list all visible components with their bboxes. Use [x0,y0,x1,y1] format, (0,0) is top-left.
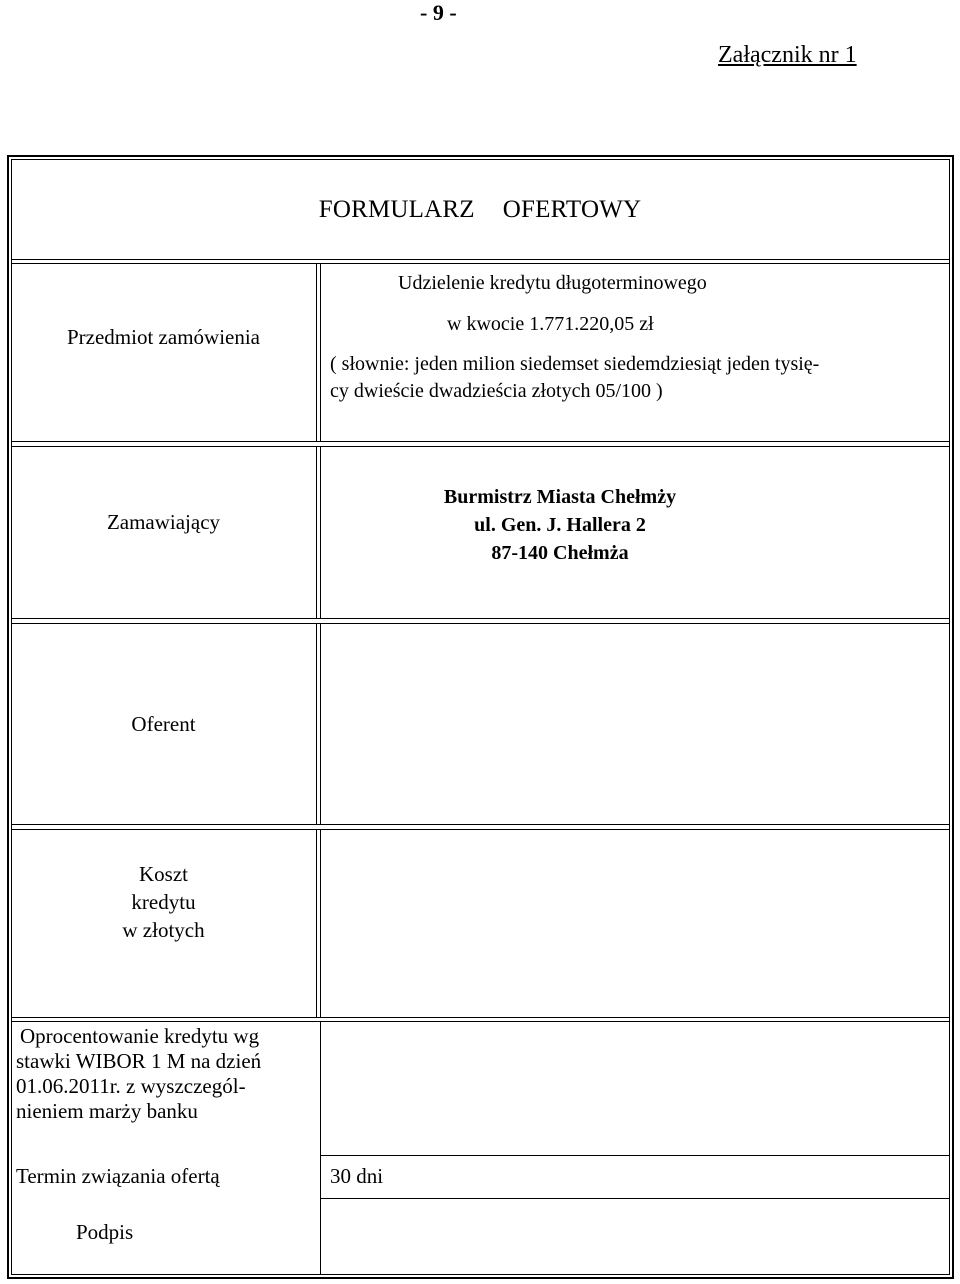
page-number: - 9 - [420,0,457,25]
row-divider [11,829,950,830]
form-title [0,196,960,224]
column-divider [320,623,321,824]
subject-words-line2: cy dwieście dwadzieścia złotych 05/100 ) [330,380,663,402]
cost-label-line1: Koszt [139,862,188,886]
signature-field[interactable] [325,1202,945,1270]
row-divider [11,446,950,447]
ordering-party-address [330,483,790,567]
column-divider [320,446,321,618]
subject-amount: w kwocie 1.771.220,05 zł [447,313,654,335]
row-divider [11,1021,950,1022]
subject-amount-words [330,351,955,405]
column-divider [320,829,321,1017]
subject-label: Przedmiot zamówienia [66,325,261,349]
column-divider [316,623,317,824]
row-divider [11,259,950,260]
column-divider [316,263,317,441]
row-divider [11,824,950,825]
interest-label-line4: nieniem marży banku [16,1099,198,1123]
ordering-party-street: ul. Gen. J. Hallera 2 [474,514,646,536]
column-divider [320,1021,321,1275]
column-divider [320,263,321,441]
row-divider [11,618,950,619]
binding-period-label: Termin związania ofertą [16,1164,220,1188]
row-divider [320,1198,950,1199]
row-divider [11,623,950,624]
subject-words-line1: ( słownie: jeden milion siedemset siedemdziesiąt jeden tysię- [330,353,820,375]
subject-text-line1: Udzielenie kredytu długoterminowego [398,272,707,294]
signature-label: Podpis [76,1220,134,1244]
binding-period-value: 30 dni [330,1164,384,1188]
ordering-party-name: Burmistrz Miasta Chełmży [443,486,677,508]
cost-label [11,860,316,944]
row-divider [11,1017,950,1018]
ordering-party-label: Zamawiający [106,510,221,534]
annex-title: Załącznik nr 1 [718,42,857,68]
row-divider [11,263,950,264]
form-title-word2: OFERTOWY [502,196,642,223]
form-title-word1: FORMULARZ [318,196,475,223]
column-divider [316,446,317,618]
bidder-field[interactable] [325,630,945,820]
bidder-label: Oferent [131,712,196,736]
row-divider [11,441,950,442]
row-divider [320,1155,950,1156]
interest-label-line2: stawki WIBOR 1 M na dzień [16,1049,262,1073]
interest-label-line1: Oprocentowanie kredytu wg [20,1024,260,1048]
cost-field[interactable] [325,835,945,1013]
ordering-party-city: 87-140 Chełmża [491,542,629,564]
column-divider [316,829,317,1017]
interest-label [16,1024,316,1124]
interest-label-line3: 01.06.2011r. z wyszczegól- [16,1074,246,1098]
cost-label-line2: kredytu [131,890,196,914]
cost-label-line3: w złotych [122,918,205,942]
interest-field[interactable] [325,1025,945,1151]
